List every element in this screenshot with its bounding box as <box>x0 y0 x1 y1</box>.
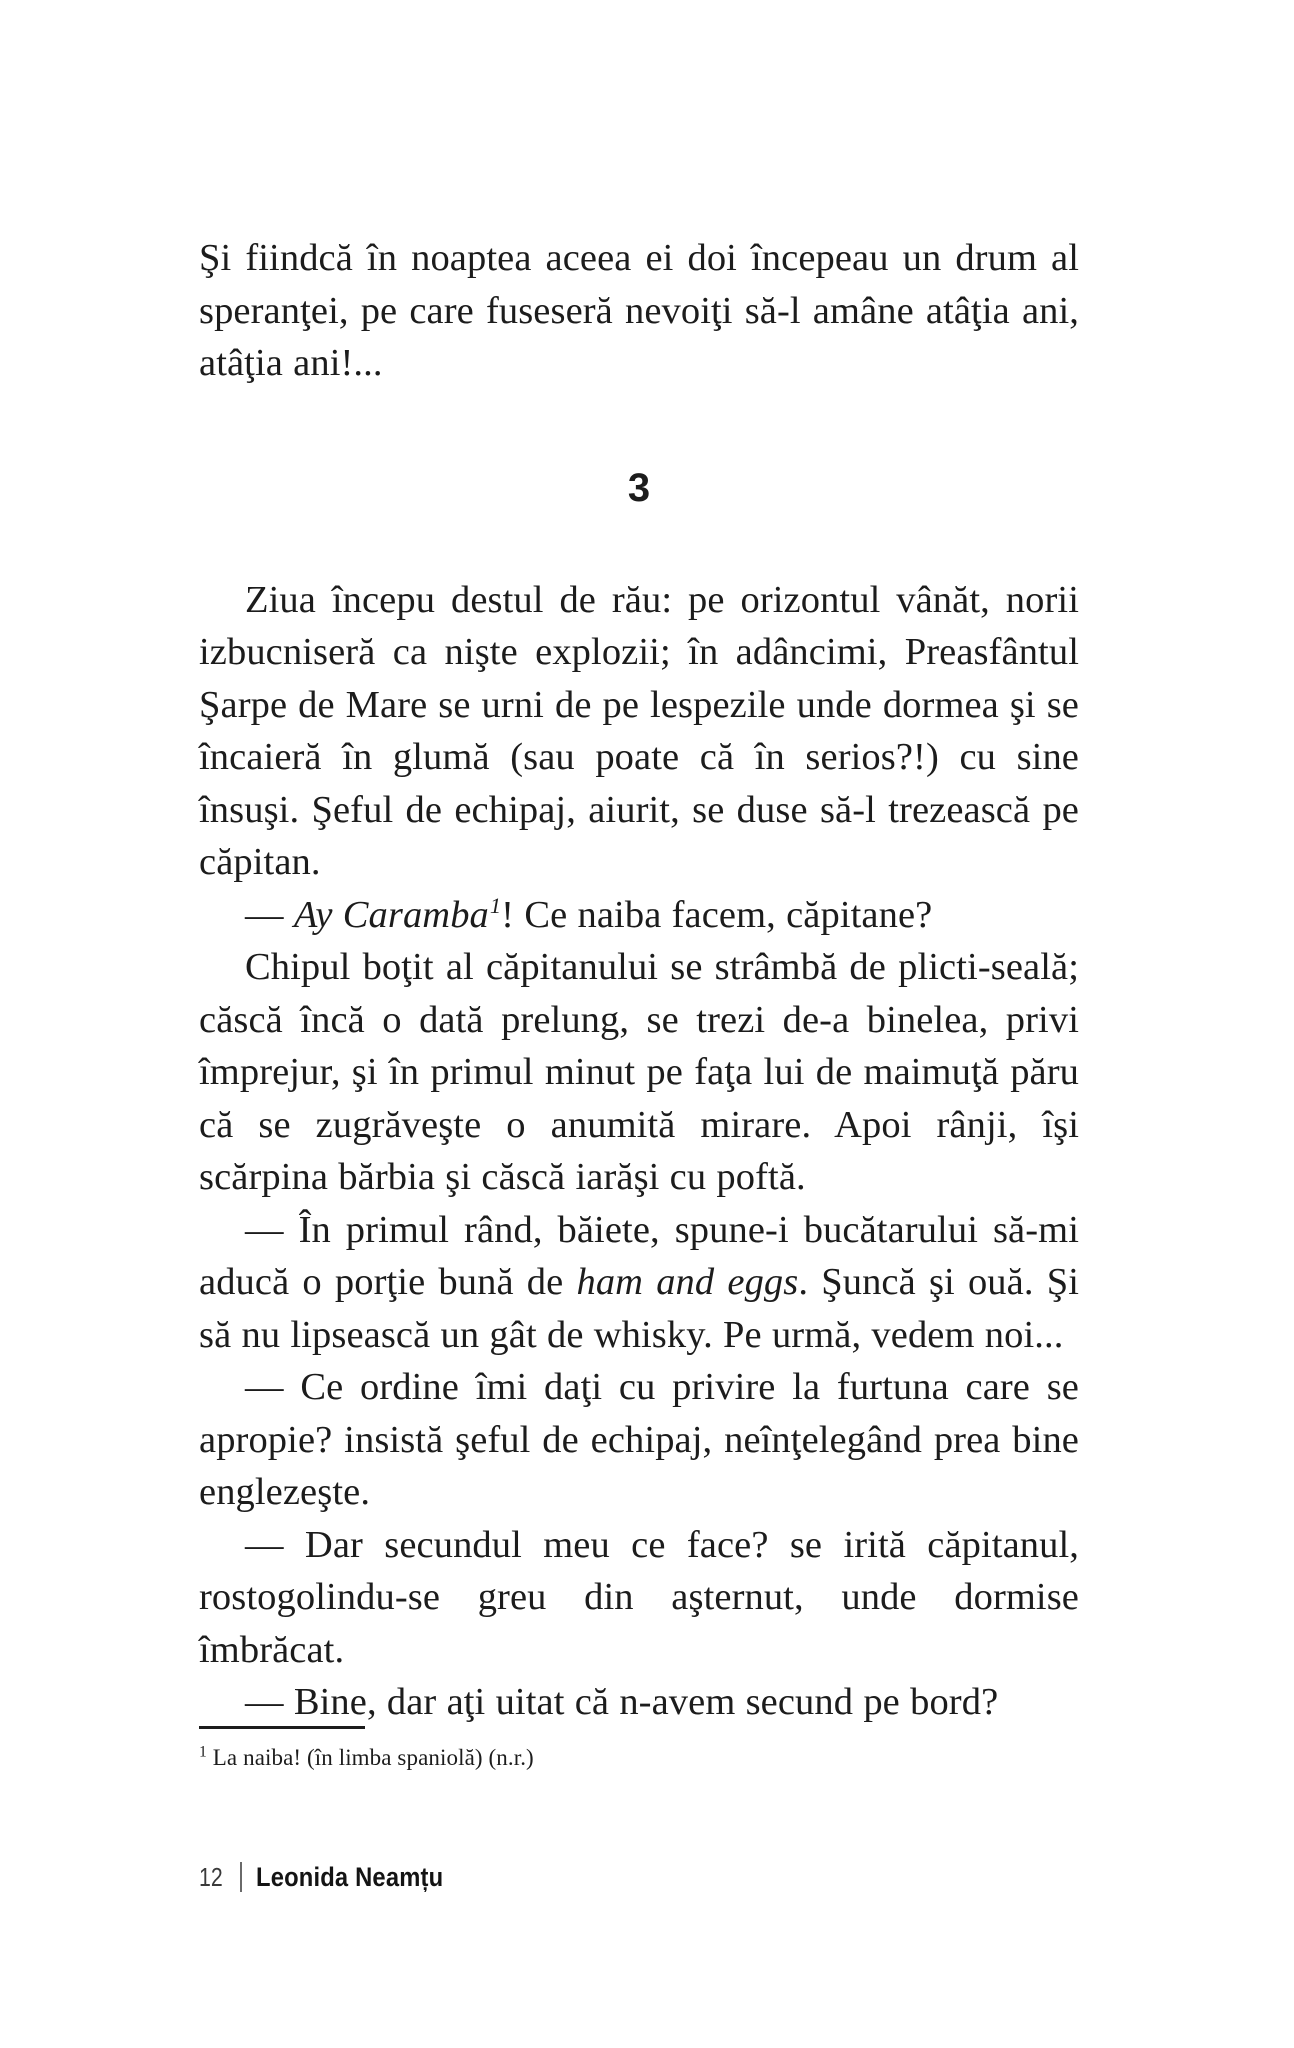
footnote-marker: 1 <box>199 1743 207 1761</box>
footer-author-name: Leonida Neamțu <box>255 1862 444 1892</box>
paragraph-2 <box>199 889 1079 942</box>
paragraph-4-head: — În primul rând, băiete, spune-i bucătarului să-mi aducă o porţie bună de <box>199 1208 1079 1303</box>
paragraph-3 <box>199 941 1079 1204</box>
paragraph-1 <box>199 574 1079 889</box>
page-number: 12 <box>199 1862 223 1892</box>
dash-lead-in: — <box>245 893 294 936</box>
paragraph-2-tail: ! Ce naiba facem, căpitane? <box>501 893 933 936</box>
footnote-text: La naiba! (în limba spaniolă) (n.r.) <box>212 1745 534 1770</box>
paragraph-6 <box>199 1519 1079 1677</box>
paragraph-5 <box>199 1361 1079 1519</box>
paragraph-7 <box>199 1676 1079 1729</box>
footnote-separator-rule <box>199 1726 365 1729</box>
paragraph-7-text: — Bine, dar aţi uitat că n-avem secund pe bord? <box>245 1681 999 1723</box>
foreign-phrase-ham-and-eggs: ham and eggs <box>576 1261 799 1303</box>
foreign-phrase-ay-caramba: Ay Caramba <box>293 893 489 936</box>
paragraph-4 <box>199 1204 1079 1362</box>
paragraph-5-text: — Ce ordine îmi daţi cu privire la furtuna care se apropie? insistă şeful de echipaj, neînţelegând prea bine englezeşte. <box>199 1366 1079 1513</box>
running-footer <box>199 1862 469 1892</box>
footnote-reference-1[interactable]: 1 <box>489 892 502 918</box>
paragraph-1-text: Ziua începu destul de rău: pe orizontul vânăt, norii izbucniseră ca nişte explozii; în adâncimi, Preasfântul Şarpe de Mare se urni de pe lespezile unde dormea şi se încaieră în glumă (sau poate că în serios?!) cu sine însuşi. Şeful de echipaj, aiurit, se duse să-l trezească pe căpitan. <box>199 578 1079 883</box>
chapter-number-heading: 3 <box>627 465 651 510</box>
text-column <box>199 232 1079 1729</box>
paragraph-3-text: Chipul boţit al căpitanului se strâmbă de plicti-seală; căscă încă o dată prelung, se trezi de-a binelea, privi împrejur, şi în primul minut pe faţa lui de maimuţă păru că se zugrăveşte o anumită mirare. Apoi rânji, îşi scărpina bărbia şi căscă iarăşi cu poftă. <box>199 946 1079 1198</box>
paragraph-4-tail: . Şuncă şi ouă. Şi să nu lipsească un gât de whisky. Pe urmă, vedem noi... <box>199 1261 1080 1356</box>
paragraph-6-text: — Dar secundul meu ce face? se irită căpitanul, rostogolindu-se greu din aşternut, unde dormise îmbrăcat. <box>199 1523 1079 1671</box>
paragraph-carryover: Şi fiindcă în noaptea aceea ei doi începeau un drum al speranţei, pe care fuseseră nevoiţi să-l amâne atâţia ani, atâţia ani!... <box>199 237 1079 384</box>
footer-divider <box>240 1862 242 1892</box>
footnote-block <box>199 1726 1079 1773</box>
footnote-entry <box>199 1743 1079 1773</box>
